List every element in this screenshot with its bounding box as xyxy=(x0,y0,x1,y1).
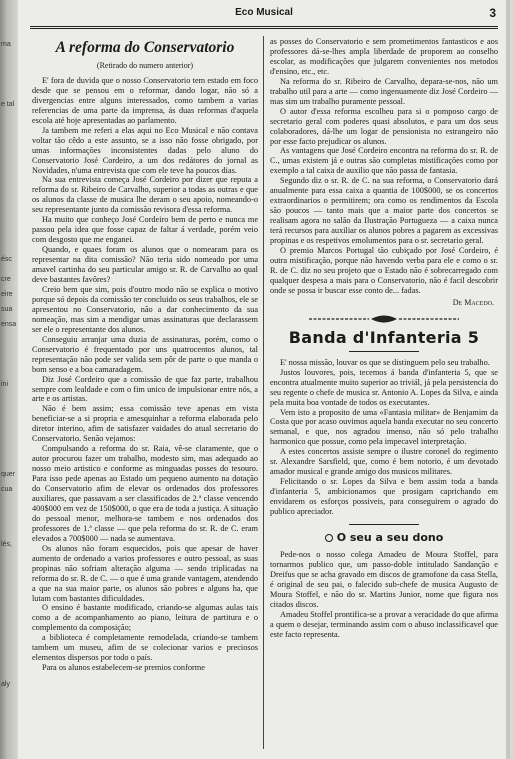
paragraph: Os alunos não foram esquecidos, pois que apesar de haver aumento de ordenado a varios professores e outro pessoal, as suas propinas não sofriam alteração alguma — sendo triplicadas na reforma do sr. R. de C. — o que é uma grande vantagem, atendendo a que na sua maior parte, os alunos são pobres e alguns ha, que lutam com bastantes dificuldades. xyxy=(32,543,258,603)
margin-fragment: sua xyxy=(1,306,13,313)
paragraph: Diz José Cordeiro que a comissão de que faz parte, trabalhou sempre com lealdade e com o fim unico de impulsionar entre nós, a arte e os artistas. xyxy=(32,374,258,404)
margin-fragment: e tal xyxy=(1,101,15,108)
header-rule xyxy=(30,26,498,27)
article-signature: De Macedo. xyxy=(452,297,494,307)
paragraph: Vem isto a proposito de uma «Fantasia militar» de Benjamim da Costa que por acaso ouvimos aquela banda executar no seu concerto semanal, e que, nos agradou imenso, não só pelo trabalho harmonico que possue, como pela impecavel interpretação. xyxy=(270,407,498,447)
paragraph: O ensino é bastante modificado, criando-se algumas aulas tais como a de acompanhamento ao piano, leitura de partitura e o complemento da composição; xyxy=(32,603,258,633)
article-title-seu-dono xyxy=(270,531,498,545)
paragraph: As vantagens que José Cordeiro encontra na reforma do sr. R. de C., umas existem já e outras são completas mistificações como por exemplo a tal caixa de auxilio que não passa de fantasia. xyxy=(270,146,498,176)
margin-fragment: eire xyxy=(1,291,13,298)
header-rule-double xyxy=(30,28,498,29)
section-rule xyxy=(349,524,419,525)
paragraph: O premio Marcos Portugal tão cubiçado por José Cordeiro, é outra mistificação, porque não havendo verba para ele e como o sr. R. de C. diz no seu projeto que o Estado não é sobrecarregado com qualquer despesa a mais para o Conservatorio, não é facil descobrir onde se possa ir buscar esse conto de... fadas. xyxy=(270,246,498,295)
paragraph: A estes concertos assiste sempre o ilustre coronel do regimento sr. Alexandre Sarsfield, que, como é bem notorio, é um devotado amador musical e grande amigo dos musicos militares. xyxy=(270,447,498,477)
margin-fragment: lés, xyxy=(1,541,12,548)
paragraph: O autor d'essa reforma escolheu para si o pomposo cargo de secretario geral com poderes quasi absolutos, e para um dos seus colaboradores, dá-lhe um logar de pensionista no estrangeiro não por esse facto prejudicar os alunos. xyxy=(270,106,498,146)
paragraph: Ja tambem me referi a elas aqui no Eco Musical e não contava voltar tão cêdo a este assunto, se a isso não fosse obrigado, por umas informações inconsistentes dadas pelo aluno do Conservatorio José Cordeiro, a um dos redátores do jornal as Novidades, n'uma entrevista que com ele teve ha poucos dias. xyxy=(32,125,258,175)
paragraph: Felicitando o sr. Lopes da Silva e bem assim toda a banda d'infanteria 5, ambicionamos que prosigam caprichando em envidarem os esforços possiveis, para conseguirem o agrado do publico apreciador. xyxy=(270,477,498,517)
paragraph: Quando, e quaes foram os alunos que o nomearam para os representar na dita comissão? Não teria sido nomeado por uma amavel cartinha do seu particular amigo sr. R. de Carvalho ao qual deve bastantes favôres? xyxy=(32,245,258,285)
ornament-divider-icon xyxy=(270,314,498,324)
page-number: 3 xyxy=(489,6,496,20)
paragraph: Pede-nos o nosso colega Amadeu de Moura Stoffel, para tornarmos publico que, um passo-doble intitulado Sandanção e Dreifus que se acha gravado em discos de gramofone da casa Stella, é original de seu pai, o falecido sub-chefe de musica Augusto de Moura Stoffel, e não do sr. Martins Junior, nome que figura nos citados discos. xyxy=(270,549,498,609)
paragraph: Creio bem que sim, pois d'outro modo não se explica o motivo porque só depois da comissão ter concluido os seus trabalhos, ele se apresentou no Conservatorio, não a dar conhecimento da sua nomeação, mas sim a mendigar umas assinaturas que declarassem ser ele o representante dos alunos. xyxy=(32,284,258,334)
newspaper-page xyxy=(18,0,510,759)
margin-fragment: ma xyxy=(1,41,11,48)
paragraph: a biblioteca é completamente remodelada, criando-se tambem tambem um museu, afim de se colecionar varios e preciosos elementos dispersos por todo o país. xyxy=(32,633,258,663)
paragraph: Compulsando a reforma do sr. Raia, vê-se claramente, que o autor procurou fazer um trabalho, modesto sim, mas adequado ao nosso meio artistico e conforme as minguadas posses do tesouro. Para isso pede apenas ao Estado um pequeno aumento na dotação do Conservatorio afim de elevar os ordenados dos professores auxiliares, que passavam a ser classificados de 2.ª classe vencendo 400$000 em vez de 150$000, o que era de toda a justiça. A situação do pessoal menor, melhora-se tambem e nos ordenados dos professores de 1.ª classe — que pela reforma do sr. R. de C. eram elevados a 700$000 — nada se aumentava. xyxy=(32,444,258,543)
margin-fragment: cre xyxy=(1,276,11,283)
article-subtitle: (Retirado do numero anterior) xyxy=(96,61,194,70)
paragraph: Amadeu Stoffel prontifica-se a provar a veracidade do que afirma a quem o desejar, terminando assim com o abuso inclassificavel que este facto representa. xyxy=(270,609,498,639)
paragraph: Para os alunos estabelecem-se premios conforme xyxy=(42,663,205,673)
margin-fragment: ensa xyxy=(1,321,17,328)
margin-fragment: aly xyxy=(1,681,10,688)
circle-bullet-icon xyxy=(325,534,333,542)
paragraph: E' nossa missão, louvar os que se distinguem pelo seu trabalho. xyxy=(280,357,490,367)
margin-fragment: ini xyxy=(1,381,9,388)
page-header xyxy=(32,7,496,25)
margin-fragment: cua xyxy=(1,486,13,493)
paragraph: Na sua entrevista começa José Cordeiro por dizer que reputa a reforma do sr. Ribeiro de Carvalho, superior a todas as outras e que os alunos da classe de musica lhe deram o seu apoio, nomeando-o seu representante junto da comissão revisora d'essa reforma. xyxy=(32,175,258,215)
left-column xyxy=(32,37,258,751)
title-underline xyxy=(349,351,419,352)
paragraph: E' fora de duvida que o nosso Conservatorio tem estado em foco desde que se pensou em o reformar, dando logar, não só a divergencias entre alguns interessados, como tambem a varias referencias de uma parte da imprensa, ás duas reformas d'aquela escola até hoje apresentadas ao parlamento. xyxy=(32,75,258,125)
paragraph: Ha muito que conheço José Cordeiro bem de perto e nunca me passou pela idea que fosse capaz de faltar á verdade, porém veio com desgosto que me enganei. xyxy=(32,215,258,245)
paragraph: Na reforma do sr. Ribeiro de Carvalho, depara-se-nos, não um trabalho util para a arte — como ingenuamente diz José Cordeiro — mas sim um trabalho puramente pessoal. xyxy=(270,76,498,106)
paragraph: Conseguiu arranjar uma duzia de assinaturas, porém, como o Conservatorio é frequentado por uns quatrocentos alunos, tal representação não pode ser valida sem pôr de parte o que manda o bom senso e a boa camaradagem. xyxy=(32,334,258,374)
magazine-title: Eco Musical xyxy=(235,7,293,18)
paragraph: Segundo diz o sr. R. de C. na sua reforma, o Conservatorio dará anualmente para essa caixa a quantia de 100$000, se os concertos extraordinarios o permitirem; ora como os rendimentos da Escola são poucos — tanto mais que a maior parte dos concertos se realisam agora no salão da Ilustração Portugueza — a caixa nunca terá recursos para auxiliar os alunos pobres a pagarem as excessivas propinas e os respetivos emolumentos para o sr. secretario geral. xyxy=(270,176,498,246)
left-page-margin xyxy=(0,0,18,759)
right-page-edge xyxy=(506,0,510,759)
paragraph: Justos louvores, pois, tecemos á banda d'infanteria 5, que se encontra atualmente muito superior ao triviál, já pela persistencia do seu regente o chefe de musica sr. Antonio A. Lopes da Silva, e ainda pela muita boa vontade de todos os executantes. xyxy=(270,367,498,407)
margin-fragment: ésc xyxy=(1,256,12,263)
paragraph: as posses do Conservatorio e sem prometimentos fantasticos e aos professores dá-se-lhes ampla liberdade de proporem ao conselho escolar, as modificações que julgarem convenientes nos metodos d'ensino, etc., etc. xyxy=(270,37,498,76)
paragraph: Não é bem assim; essa comissão teve apenas em vista beneficiar-se a si propria e amesquinhar a reforma elaborada pelo diretor interino, afim de satisfazer vaidades do atual secretario do Conservatorio. Senão vejamos: xyxy=(32,404,258,444)
article-title-reforma: A reforma do Conservatorio xyxy=(55,39,235,56)
right-column xyxy=(270,37,498,751)
article-title-banda: Banda d'Infanteria 5 xyxy=(288,327,480,347)
article-title-text: O seu a seu dono xyxy=(336,530,444,544)
margin-fragment: quer xyxy=(1,471,16,478)
column-divider xyxy=(263,36,264,749)
